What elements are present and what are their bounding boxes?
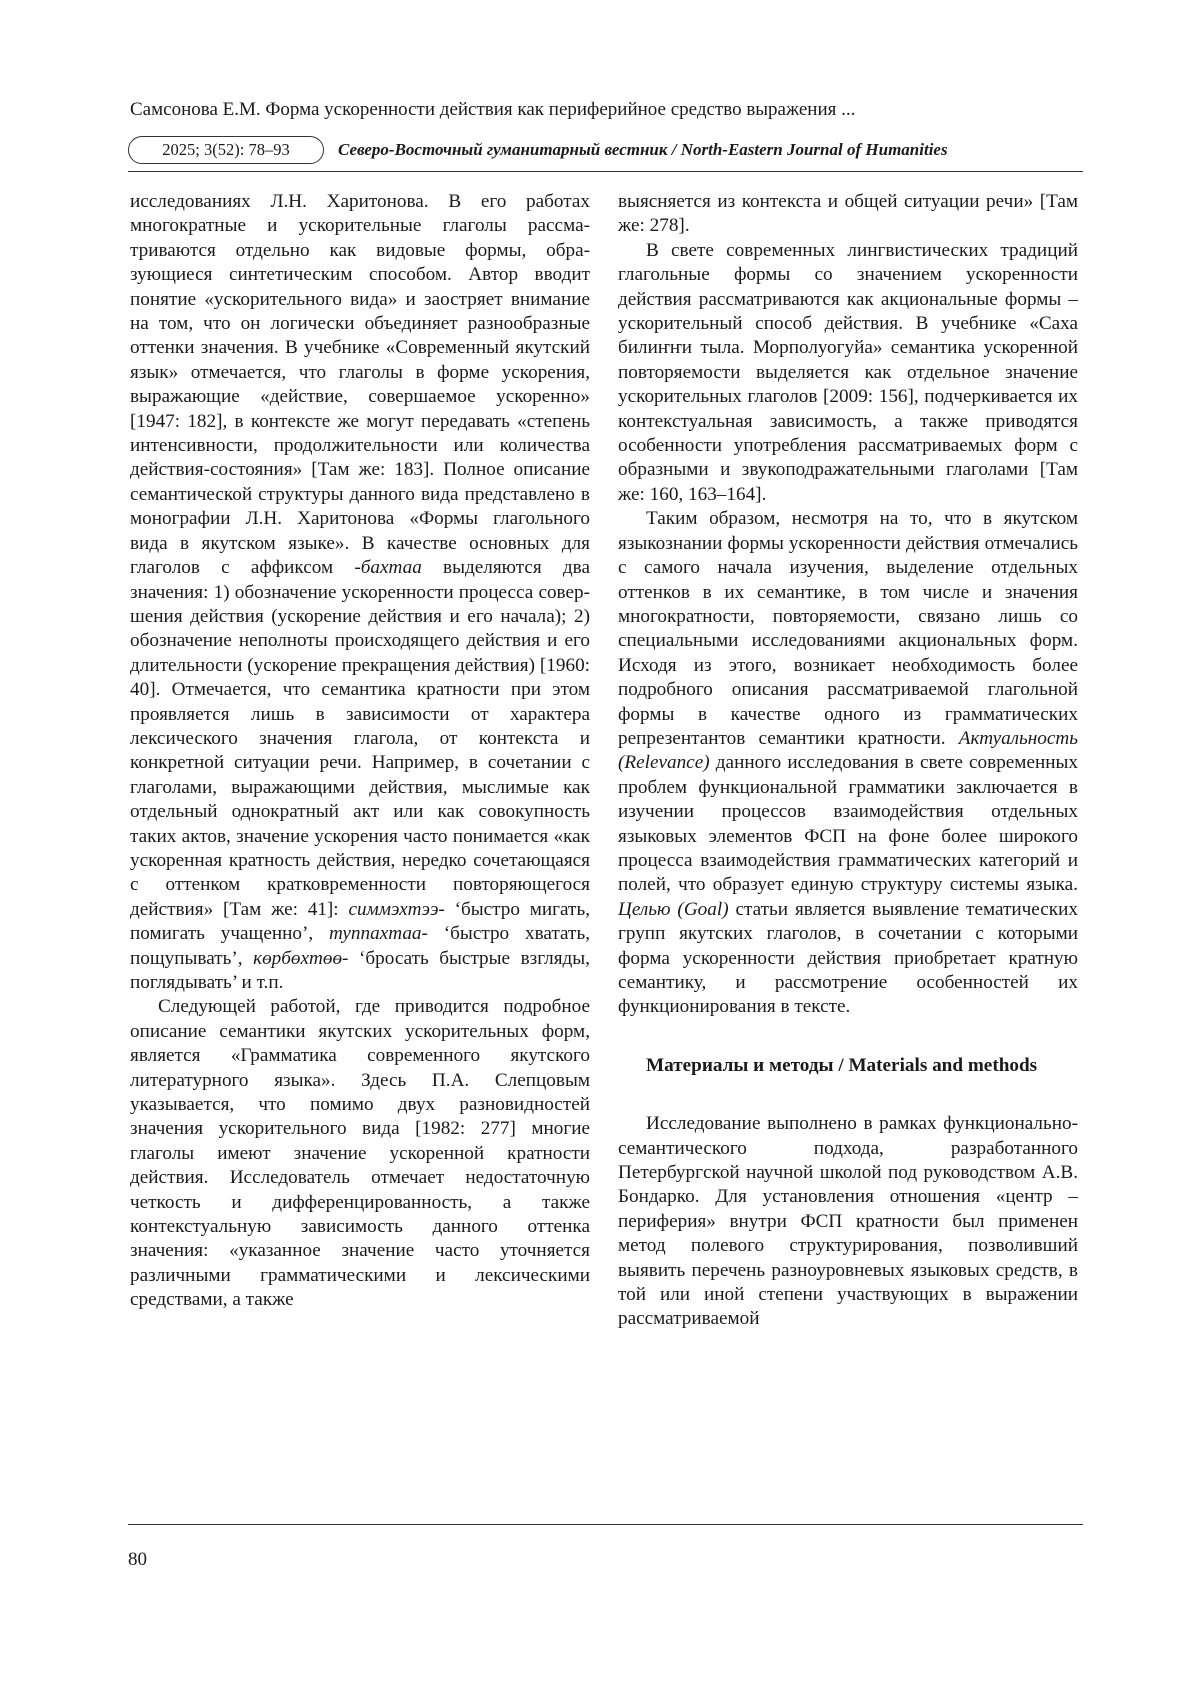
affix-term: -бахтаа xyxy=(354,557,422,579)
right-paragraph-3: Таким образом, несмотря на то, что в якутском языкознании формы ускоренности действия отмечались с самого начала изучения, выделение отдельных оттенков в их семантике, в том числе и значения многократности, повторяемости, связано лишь со специальными исследованиями акциональных форм. Исходя из этого, возникает необходимость более подробного описания рассматриваемой глагольной формы в качестве одного из грамматических репрезентантов семантики кратности. Актуальность (Relevance) данного исследования в свете современных проблем функциональной грамматики заключается в изучении процессов взаимодействия отдельных языковых элементов ФСП на фоне более широкого процесса взаимодействия грамматических категорий и полей, что образует единую структуру системы языка. Целью (Goal) статьи является выявление тематических групп якутских глаголов, в сочетании с которыми форма ускоренности действия приобретает кратную семантику, и рассмотрение особенностей их функционирования в тексте. xyxy=(618,508,1078,1018)
example-word: туппахтаа- xyxy=(329,923,428,945)
right-column xyxy=(618,190,1078,1332)
footer-divider xyxy=(128,1524,1083,1525)
right-paragraph-1: выясняется из контекста и общей ситуации речи» [Там же: 278]. xyxy=(618,191,1078,237)
right-paragraph-2: В свете современных лингвистических традиций глагольные формы со значением ускоренности действия рассматриваются как акциональные формы – ускорительный способ действия. В учебнике «Саха билиҥҥи тыла. Морполуогуйа» семантика ускоренной повторяемости выделяется как отдельное значение ускорительных глаголов [2009: 156], подчеркивается их контекстуальная зависимость, а также приводятся особенности употребления рассматриваемых форм с образными и звукоподражательными глаголами [Там же: 160, 163–164]. xyxy=(618,239,1078,505)
header-divider xyxy=(128,171,1083,172)
example-word: көрбөхтөө- xyxy=(253,947,349,969)
right-paragraph-4: Исследование выполнено в рамках функционально-семантического подхода, разработанного Петербургской научной школой под руководством А.В. Бондарко. Для установления отношения «центр – периферия» внутри ФСП кратности был применен метод полевого структурирования, позволивший выявить перечень разноуровневых языковых средств, в той или иной степени участвующих в выражении рассматриваемой xyxy=(618,1113,1078,1330)
left-column xyxy=(130,190,590,1313)
section-heading: Материалы и методы / Materials and methods xyxy=(646,1054,1038,1076)
running-title: Самсонова Е.М. Форма ускоренности действия как периферийное средство выражения ... xyxy=(130,99,856,120)
goal-term: Целью (Goal) xyxy=(618,898,729,920)
left-paragraph-2: Следующей работой, где приводится подробное описание семантики якутских ускорительных форм, является «Грамматика современного якутского литературного языка». Здесь П.А. Слепцовым указывается, что помимо двух разновидностей значения ускорительного вида [1982: 277] многие глаголы имеют значение ускоренной кратности действия. Исследователь отмечает недостаточную четкость и дифференцированность, а также контекстуальную зависимость данного оттенка значения: «указанное значение часто уточняется различными грамматическими и лексическими средствами, а также xyxy=(130,996,590,1311)
page-number: 80 xyxy=(128,1549,147,1570)
left-paragraph-1: исследованиях Л.Н. Харитонова. В его работах многократные и ускорительные глаголы рассматриваются отдельно как видовые формы, образующиеся синтетическим способом. Автор вводит понятие «ускорительного вида» и заостряет внимание на том, что он логически объединяет разнообразные оттенки значения. В учебнике «Современный якутский язык» отмечается, что глаголы в форме ускорения, выражающие «действие, совершаемое ускоренно» [1947: 182], в контексте же могут передавать «степень интенсивности, продолжительности или количества действия-состояния» [Там же: 183]. Полное описание семантической структуры данного вида представлено в монографии Л.Н. Харитонова «Формы глагольного вида в якутском языке». В качестве основных для глаголов с аффиксом -бахтаа выделяются два значения: 1) обозначение ускоренности процесса совершения действия (ускорение действия и его начала); 2) обозначение неполноты происходящего действия и его длительности (ускорение прекращения действия) [1960: 40]. Отмечается, что семантика кратности при этом проявляется лишь в зависимости от характера лексического значения глагола, от контекста и конкретной ситуации речи. Например, в сочетании с глаголами, выражающими действия, мыслимые как отдельный однократный акт или как совокупность таких актов, значение ускорения часто понимается «как ускоренная кратность действия, нередко сочетающаяся с оттенком кратковременности повторяющегося действия» [Там же: 41]: симмэхтээ- ʻбыстро мигать, помигать учащенно’, туппахтаа- ʻбыстро хватать, пощупывать’, көрбөхтөө- ʻбросать быстрые взгляды, поглядывать’ и т.п. xyxy=(130,191,590,993)
relevance-term: Актуальность (Relevance) xyxy=(618,727,1078,774)
example-word: симмэхтээ- xyxy=(348,898,445,920)
issue-badge: 2025; 3(52): 78–93 xyxy=(128,136,324,164)
journal-title: Северо-Восточный гуманитарный вестник / North-Eastern Journal of Humanities xyxy=(338,140,948,159)
